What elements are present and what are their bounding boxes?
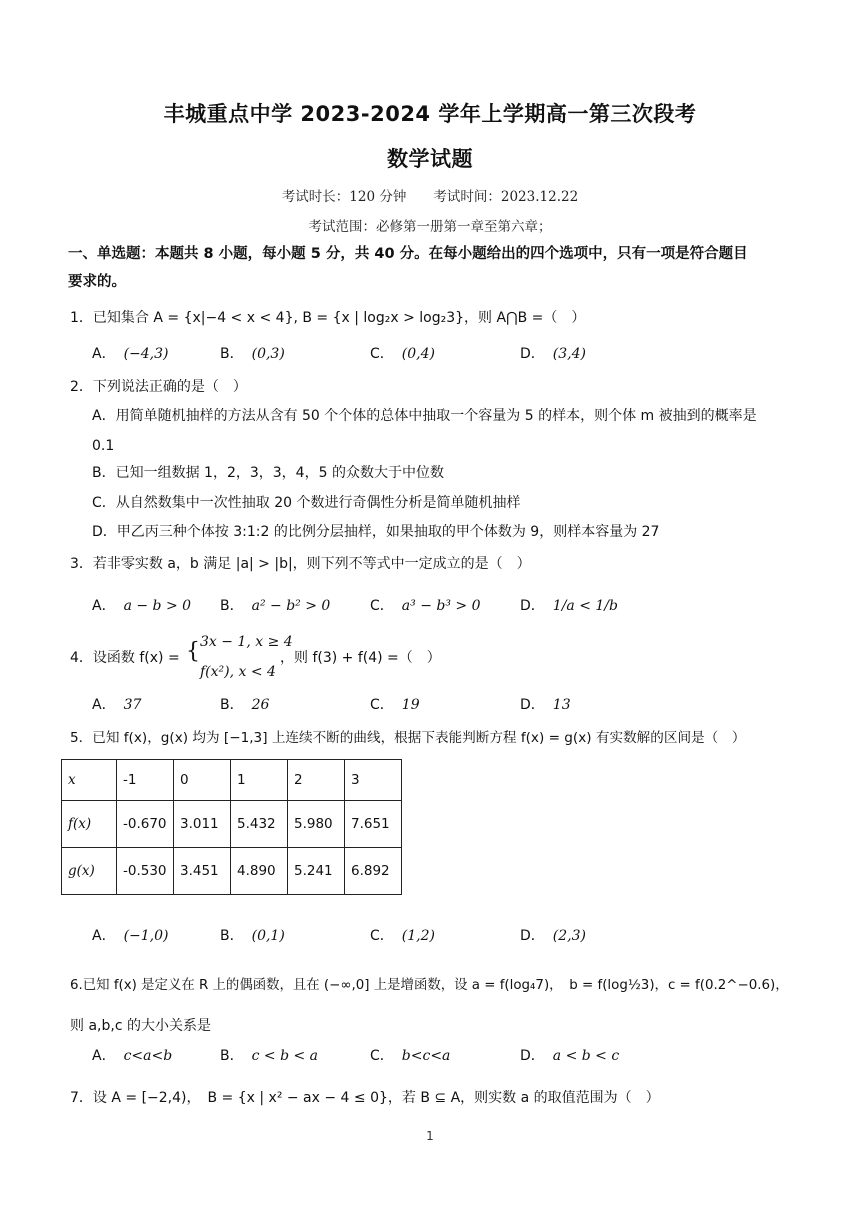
option-label: A． xyxy=(92,697,116,713)
option-text: a − b > 0 xyxy=(123,598,192,614)
question-2-stem: 2．下列说法正确的是（ ） xyxy=(70,379,247,395)
option-text: 26 xyxy=(251,697,270,713)
table-row xyxy=(62,848,402,895)
table-cell: x xyxy=(62,760,117,801)
option-label: C． xyxy=(370,1048,394,1064)
option-label: A． xyxy=(92,1048,116,1064)
section-heading-line2: 要求的。 xyxy=(68,274,126,290)
exam-subtitle: 数学试题 xyxy=(387,147,473,171)
option-text: (1,2) xyxy=(401,928,435,944)
option-text: (0,4) xyxy=(401,346,435,362)
option-text: (0,1) xyxy=(251,928,285,944)
table-cell: g(x) xyxy=(62,848,117,895)
table-cell: -1 xyxy=(117,760,174,801)
question-4-prefix: 4．设函数 f(x) = xyxy=(70,650,180,666)
q2-option-a-line1[interactable]: A．用简单随机抽样的方法从含有 50 个个体的总体中抽取一个容量为 5 的样本，则个体 m 被抽到的概率是 xyxy=(92,408,757,424)
piecewise-case-1: 3x − 1, x ≥ 4 xyxy=(200,634,293,650)
page-number: 1 xyxy=(426,1129,434,1143)
table-cell: 2 xyxy=(288,760,345,801)
option-label: C． xyxy=(370,598,394,614)
piecewise-brace: { xyxy=(186,639,200,664)
question-4-suffix: ，则 f(3) + f(4) =（ ） xyxy=(280,650,441,666)
option-label: D． xyxy=(520,928,545,944)
exam-info: 考试时长：120 分钟 考试时间：2023.12.22 xyxy=(281,189,579,205)
option-label: C． xyxy=(370,346,394,362)
option-text: 19 xyxy=(401,697,420,713)
q6-option-b[interactable] xyxy=(220,1046,318,1066)
option-label: B． xyxy=(220,1048,244,1064)
table-row xyxy=(62,760,402,801)
table-cell: 4.890 xyxy=(231,848,288,895)
option-text: (−4,3) xyxy=(123,346,169,362)
table-cell: 3.011 xyxy=(174,801,231,848)
q4-option-b[interactable] xyxy=(220,695,269,715)
option-label: A． xyxy=(92,928,116,944)
exam-scope: 考试范围：必修第一册第一章至第六章； xyxy=(308,219,552,235)
table-cell: 5.432 xyxy=(231,801,288,848)
q3-option-a[interactable] xyxy=(92,596,191,616)
option-label: D． xyxy=(520,697,545,713)
option-text: a < b < c xyxy=(552,1048,620,1064)
option-label: B． xyxy=(220,346,244,362)
option-label: C． xyxy=(370,697,394,713)
q3-option-c[interactable] xyxy=(370,596,480,616)
option-label: B． xyxy=(220,598,244,614)
q4-option-a[interactable] xyxy=(92,695,141,715)
q5-option-d[interactable] xyxy=(520,926,586,946)
q1-option-c[interactable] xyxy=(370,344,435,364)
option-text: (2,3) xyxy=(552,928,586,944)
q2-option-a-line2: 0.1 xyxy=(92,438,115,454)
section-heading-line1: 一、单选题：本题共 8 小题，每小题 5 分，共 40 分。在每小题给出的四个选项中，只有一项是符合题目 xyxy=(68,246,748,262)
question-6-stem-line1: 6.已知 f(x) 是定义在 R 上的偶函数，且在 (−∞,0] 上是增函数，设 a = f(log₄7)， b = f(log½3)，c = f(0.2^−0.6)， xyxy=(70,978,789,993)
option-text: 13 xyxy=(552,697,571,713)
q1-option-b[interactable] xyxy=(220,344,285,364)
question-5-stem: 5．已知 f(x)，g(x) 均为 [−1,3] 上连续不断的曲线，根据下表能判断方程 f(x) = g(x) 有实数解的区间是（ ） xyxy=(70,730,746,746)
q2-option-d[interactable]: D．甲乙丙三种个体按 3:1:2 的比例分层抽样，如果抽取的甲个体数为 9，则样本容量为 27 xyxy=(92,524,660,540)
table-cell: f(x) xyxy=(62,801,117,848)
q5-option-b[interactable] xyxy=(220,926,285,946)
table-cell: 7.651 xyxy=(345,801,402,848)
table-cell: 3.451 xyxy=(174,848,231,895)
option-label: D． xyxy=(520,598,545,614)
q6-option-c[interactable] xyxy=(370,1046,450,1066)
q1-option-a[interactable] xyxy=(92,344,169,364)
option-label: D． xyxy=(520,346,545,362)
q5-option-a[interactable] xyxy=(92,926,169,946)
exam-title: 丰城重点中学 2023-2024 学年上学期高一第三次段考 xyxy=(163,102,697,126)
question-7-stem: 7．设 A = [−2,4)， B = {x | x² − ax − 4 ≤ 0}，若 B ⊆ A，则实数 a 的取值范围为（ ） xyxy=(70,1090,660,1106)
option-text: c < b < a xyxy=(251,1048,319,1064)
question-3-stem: 3．若非零实数 a，b 满足 |a| > |b|，则下列不等式中一定成立的是（ ） xyxy=(70,556,531,572)
question-1-stem: 1．已知集合 A = {x|−4 < x < 4}, B = {x | log₂x > log₂3}，则 A⋂B =（ ） xyxy=(70,310,586,326)
option-label: A． xyxy=(92,598,116,614)
option-text: (−1,0) xyxy=(123,928,169,944)
table-cell: 6.892 xyxy=(345,848,402,895)
option-text: 1/a < 1/b xyxy=(552,598,618,614)
q3-option-b[interactable] xyxy=(220,596,330,616)
q6-option-a[interactable] xyxy=(92,1046,172,1066)
option-label: B． xyxy=(220,928,244,944)
option-label: A． xyxy=(92,346,116,362)
table-cell: 0 xyxy=(174,760,231,801)
q4-option-d[interactable] xyxy=(520,695,571,715)
question-6-stem-line2: 则 a,b,c 的大小关系是 xyxy=(70,1018,211,1034)
option-text: a² − b² > 0 xyxy=(251,598,331,614)
option-label: D． xyxy=(520,1048,545,1064)
option-text: c<a<b xyxy=(123,1048,173,1064)
table-cell: -0.530 xyxy=(117,848,174,895)
q4-option-c[interactable] xyxy=(370,695,420,715)
q6-option-d[interactable] xyxy=(520,1046,619,1066)
option-label: C． xyxy=(370,928,394,944)
option-label: B． xyxy=(220,697,244,713)
table-cell: 1 xyxy=(231,760,288,801)
table-cell: 5.980 xyxy=(288,801,345,848)
option-text: (0,3) xyxy=(251,346,285,362)
q1-option-d[interactable] xyxy=(520,344,586,364)
option-text: a³ − b³ > 0 xyxy=(401,598,481,614)
value-table xyxy=(61,759,402,895)
option-text: (3,4) xyxy=(552,346,586,362)
q2-option-c[interactable]: C．从自然数集中一次性抽取 20 个数进行奇偶性分析是简单随机抽样 xyxy=(92,495,521,511)
q2-option-b[interactable]: B．已知一组数据 1，2，3，3，4，5 的众数大于中位数 xyxy=(92,465,444,481)
table-cell: 3 xyxy=(345,760,402,801)
q3-option-d[interactable] xyxy=(520,596,618,616)
option-text: 37 xyxy=(123,697,142,713)
option-text: b<c<a xyxy=(401,1048,451,1064)
table-cell: 5.241 xyxy=(288,848,345,895)
q5-option-c[interactable] xyxy=(370,926,435,946)
table-row xyxy=(62,801,402,848)
piecewise-case-2: f(x²), x < 4 xyxy=(200,664,276,680)
table-cell: -0.670 xyxy=(117,801,174,848)
